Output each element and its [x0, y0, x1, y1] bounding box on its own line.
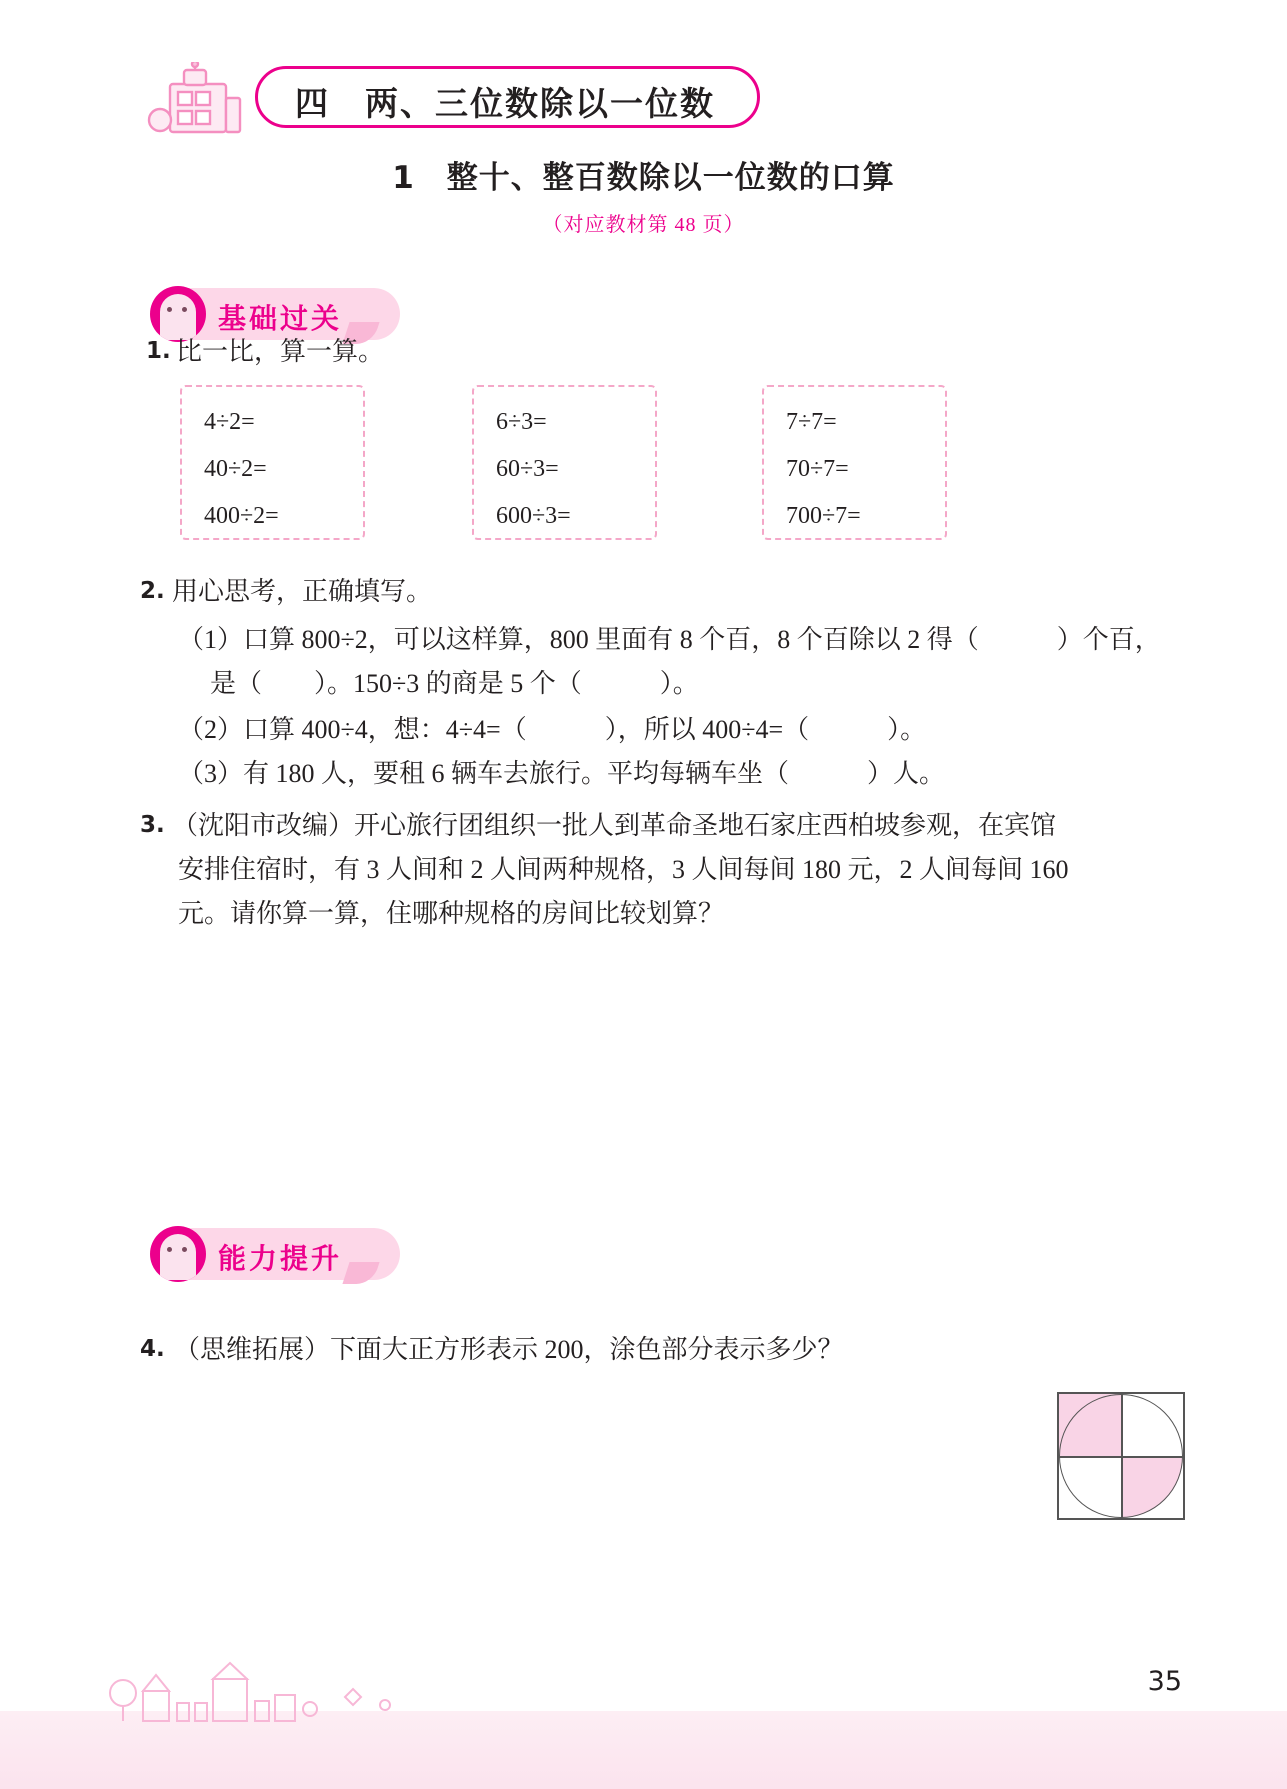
question-3-number: 3. [140, 812, 165, 838]
question-2-text: 用心思考，正确填写。 [172, 577, 433, 606]
expression: 700÷7= [786, 503, 861, 529]
expression: 40÷2= [204, 456, 267, 482]
chapter-header [140, 62, 760, 134]
answer-box-1[interactable] [180, 385, 365, 540]
question-2-item-1b: 是（ ）。150÷3 的商是 5 个（ ）。 [210, 669, 699, 698]
question-3-line-1: （沈阳市改编）开心旅行团组织一批人到革命圣地石家庄西柏坡参观，在宾馆 [172, 811, 1057, 840]
expression: 6÷3= [496, 409, 547, 435]
answer-box-3[interactable] [762, 385, 947, 540]
band-basic-label: 基础过关 [218, 302, 343, 335]
expression: 400÷2= [204, 503, 279, 529]
question-3-line-3: 元。请你算一算，住哪种规格的房间比较划算？ [178, 899, 725, 928]
question-2-item-3: （3）有 180 人，要租 6 辆车去旅行。平均每辆车坐（ ）人。 [178, 759, 946, 788]
chapter-title: 四 两、三位数除以一位数 [295, 84, 715, 123]
town-silhouette-icon [95, 1661, 425, 1731]
section-subtitle: （对应教材第 48 页） [542, 214, 745, 236]
expression: 4÷2= [204, 409, 255, 435]
expression: 600÷3= [496, 503, 571, 529]
band-advanced-tail [342, 1262, 379, 1284]
question-3-line-2: 安排住宿时，有 3 人间和 2 人间两种规格，3 人间每间 180 元，2 人间每间 160 [178, 855, 1069, 884]
question-4-number: 4. [140, 1336, 165, 1362]
question-2-item-2: （2）口算 400÷4，想：4÷4=（ ），所以 400÷4=（ ）。 [178, 715, 927, 744]
square-with-quarter-circle-shading [1057, 1392, 1185, 1520]
question-2-number: 2. [140, 578, 165, 604]
band-advanced-label: 能力提升 [218, 1242, 343, 1275]
question-4-line-1: （思维拓展）下面大正方形表示 200，涂色部分表示多少？ [174, 1335, 844, 1364]
question-1-number: 1. [146, 338, 171, 364]
robot-mascot-icon [140, 62, 265, 144]
question-1-text: 比一比，算一算。 [176, 337, 385, 366]
expression: 60÷3= [496, 456, 559, 482]
answer-box-2[interactable] [472, 385, 657, 540]
page-number: 35 [1147, 1666, 1182, 1697]
band-advanced [150, 1228, 400, 1282]
expression: 70÷7= [786, 456, 849, 482]
expression: 7÷7= [786, 409, 837, 435]
section-title: 1 整十、整百数除以一位数的口算 [392, 160, 895, 196]
question-2-item-1a: （1）口算 800÷2，可以这样算，800 里面有 8 个百，8 个百除以 2 得（ ）个百， [178, 625, 1161, 654]
boy-face-icon [150, 1226, 206, 1282]
